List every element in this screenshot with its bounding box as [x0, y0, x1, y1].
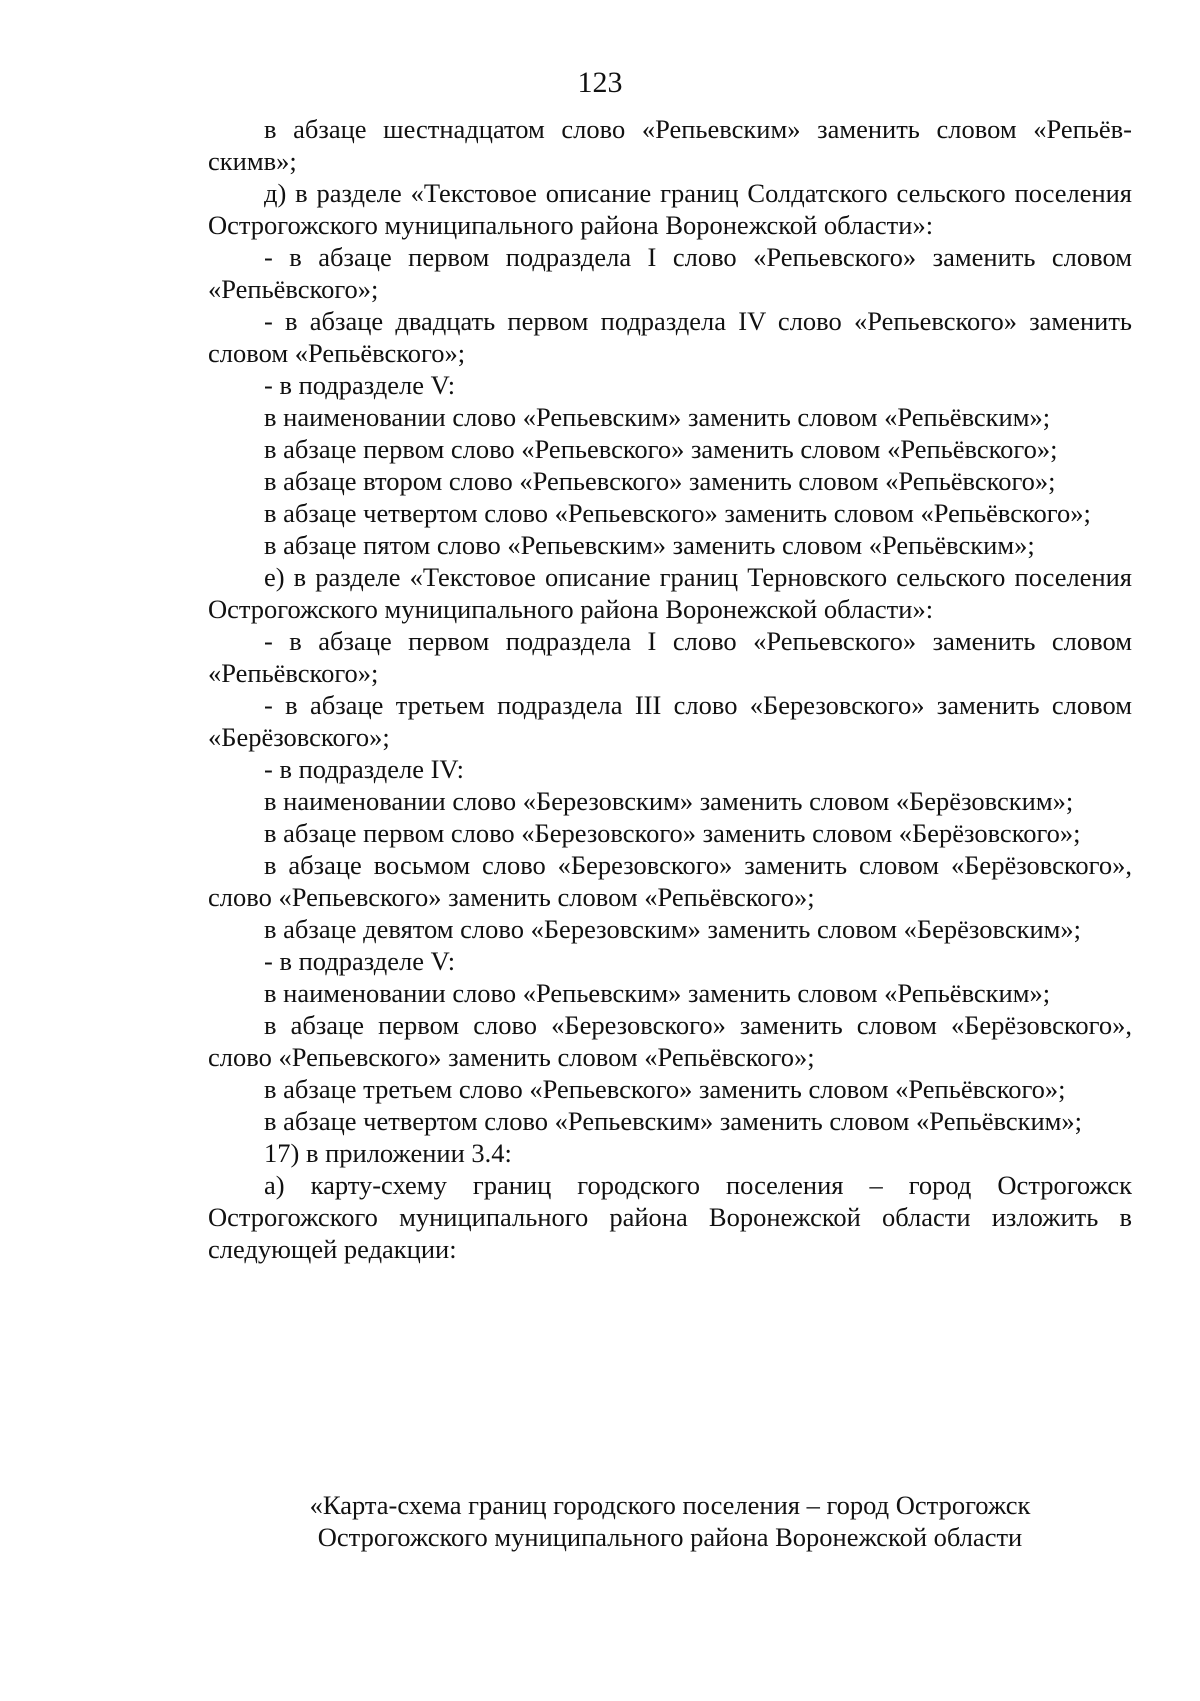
paragraph: в абзаце пятом слово «Репьевским» заменить словом «Репьёвским»; — [264, 530, 1035, 560]
paragraph: в абзаце четвертом слово «Репьевского» заменить словом «Репьёвского»; — [264, 498, 1091, 528]
paragraph: в наименовании слово «Репьевским» заменить словом «Репьёвским»; — [264, 978, 1051, 1008]
paragraph: в абзаце четвертом слово «Репьевским» заменить словом «Репьёвским»; — [264, 1106, 1083, 1136]
paragraph: - в абзаце первом подраздела I слово «Репьевского» заменить словом «Репьёвского»; — [208, 626, 1132, 688]
paragraph: в абзаце девятом слово «Березовским» заменить словом «Берёзовским»; — [264, 914, 1082, 944]
paragraph: в абзаце шестнадцатом слово «Репьевским» заменить словом «Репьёв-скимв»; — [208, 114, 1132, 176]
document-body — [208, 113, 1132, 1265]
paragraph: в абзаце первом слово «Березовского» заменить словом «Берёзовского»; — [264, 818, 1081, 848]
paragraph: в абзаце третьем слово «Репьевского» заменить словом «Репьёвского»; — [264, 1074, 1066, 1104]
paragraph: в абзаце первом слово «Березовского» заменить словом «Берёзовского», слово «Репьевского» заменить словом «Репьёвского»; — [208, 1010, 1132, 1072]
paragraph: в абзаце первом слово «Репьевского» заменить словом «Репьёвского»; — [264, 434, 1058, 464]
paragraph: д) в разделе «Текстовое описание границ Солдатского сельского поселения Острогожского муниципального района Воронежской области»: — [208, 178, 1132, 240]
paragraph: в абзаце втором слово «Репьевского» заменить словом «Репьёвского»; — [264, 466, 1056, 496]
paragraph: - в подразделе IV: — [264, 754, 464, 784]
paragraph: е) в разделе «Текстовое описание границ Терновского сельского поселения Острогожского муниципального района Воронежской области»: — [208, 562, 1132, 624]
paragraph: - в подразделе V: — [264, 370, 456, 400]
caption-line: Острогожского муниципального района Воронежской области — [317, 1522, 1023, 1552]
paragraph: - в подразделе V: — [264, 946, 456, 976]
paragraph: - в абзаце первом подраздела I слово «Репьевского» заменить словом «Репьёвского»; — [208, 242, 1132, 304]
paragraph: 17) в приложении 3.4: — [264, 1138, 512, 1168]
paragraph: а) карту-схему границ городского поселения – город Острогожск Острогожского муниципального района Воронежской области изложить в следующей редакции: — [208, 1170, 1132, 1264]
paragraph: в абзаце восьмом слово «Березовского» заменить словом «Берёзовского», слово «Репьевского» заменить словом «Репьёвского»; — [208, 850, 1132, 912]
paragraph: в наименовании слово «Репьевским» заменить словом «Репьёвским»; — [264, 402, 1051, 432]
paragraph: в наименовании слово «Березовским» заменить словом «Берёзовским»; — [264, 786, 1074, 816]
map-caption — [208, 1489, 1132, 1553]
page-number: 123 — [577, 66, 623, 99]
paragraph: - в абзаце двадцать первом подраздела IV слово «Репьевского» заменить словом «Репьёвского»; — [208, 306, 1132, 368]
caption-line: «Карта-схема границ городского поселения – город Острогожск — [309, 1490, 1031, 1520]
paragraph: - в абзаце третьем подраздела III слово «Березовского» заменить словом «Берёзовского»; — [208, 690, 1132, 752]
